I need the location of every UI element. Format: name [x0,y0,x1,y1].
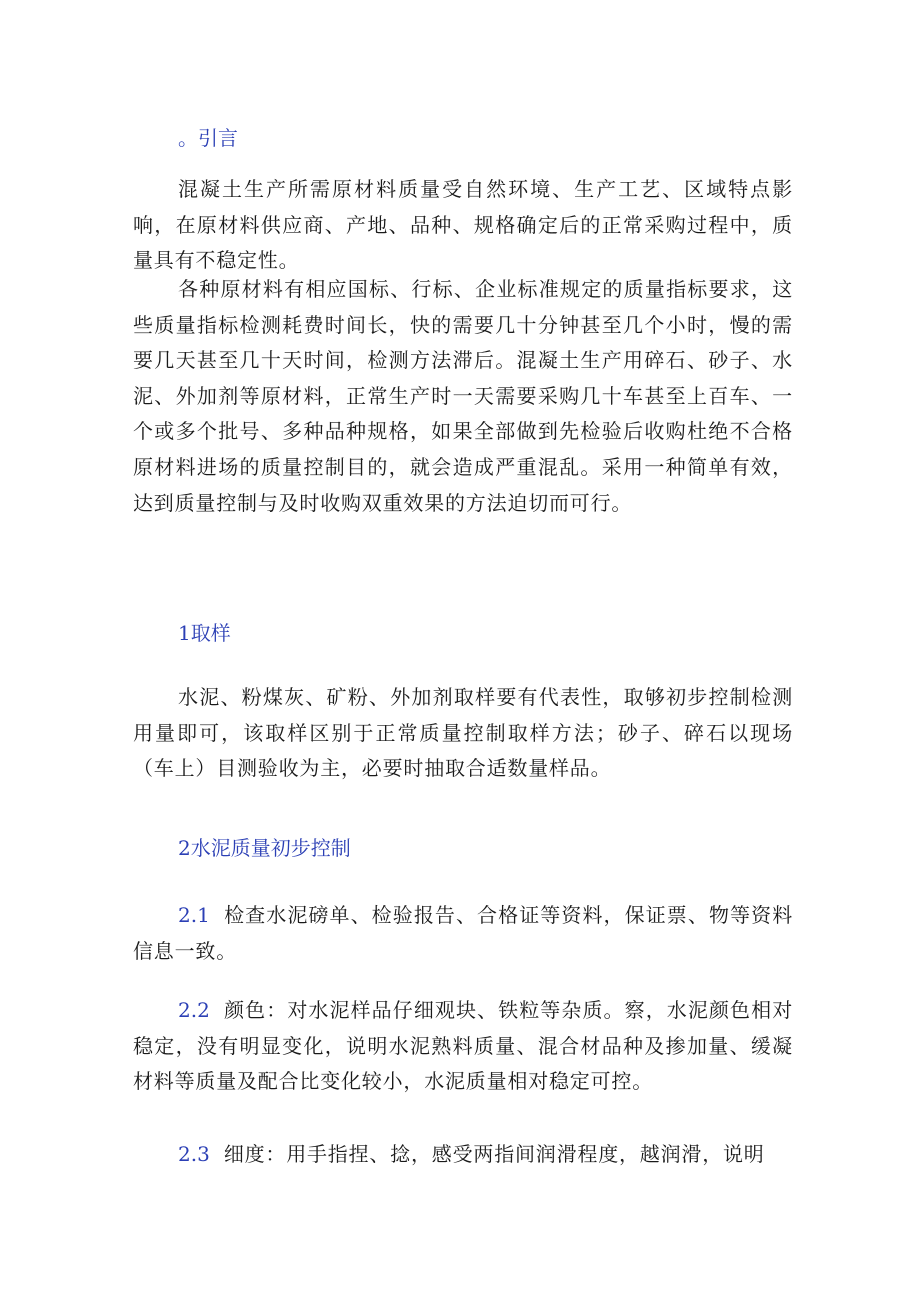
item-2-3 [133,1137,793,1173]
item-2-2 [133,993,793,1100]
item-2-3-number: 2.3 [178,1142,210,1166]
section-2-heading: 2水泥质量初步控制 [178,836,351,860]
item-2-3-text: 细度：用手指捏、捻，感受两指间润滑程度，越润滑，说明 [223,1142,765,1166]
item-2-1-number: 2.1 [178,903,210,927]
item-2-2-number: 2.2 [178,998,210,1022]
section-1-heading: 1取样 [178,621,231,645]
intro-paragraph-2: 各种原材料有相应国标、行标、企业标准规定的质量指标要求，这些质量指标检测耗费时间长，快的需要几十分钟甚至几个小时，慢的需要几天甚至几十天时间，检测方法滞后。混凝土生产用碎石、砂子、水泥、外加剂等原材料，正常生产时一天需要采购几十车甚至上百车、一个或多个批号、多种品种规格，如果全部做到先检验后收购杜绝不合格原材料进场的质量控制目的，就会造成严重混乱。采用一种简单有效，达到质量控制与及时收购双重效果的方法迫切而可行。 [133,277,793,515]
intro-paragraph-1: 混凝土生产所需原材料质量受自然环境、生产工艺、区域特点影响，在原材料供应商、产地、品种、规格确定后的正常采购过程中，质量具有不稳定性。 [133,177,793,273]
item-2-1-text: 检查水泥磅单、检验报告、合格证等资料，保证票、物等资料信息一致。 [133,903,793,963]
intro-heading: 。引言 [178,126,238,150]
item-2-2-text: 颜色：对水泥样品仔细观块、铁粒等杂质。察，水泥颜色相对稳定，没有明显变化，说明水泥熟料质量、混合材品种及掺加量、缓凝材料等质量及配合比变化较小，水泥质量相对稳定可控。 [133,998,793,1094]
item-2-1 [133,898,793,969]
section-1-paragraph: 水泥、粉煤灰、矿粉、外加剂取样要有代表性，取够初步控制检测用量即可，该取样区别于正常质量控制取样方法；砂子、碎石以现场（车上）目测验收为主，必要时抽取合适数量样品。 [133,685,793,781]
